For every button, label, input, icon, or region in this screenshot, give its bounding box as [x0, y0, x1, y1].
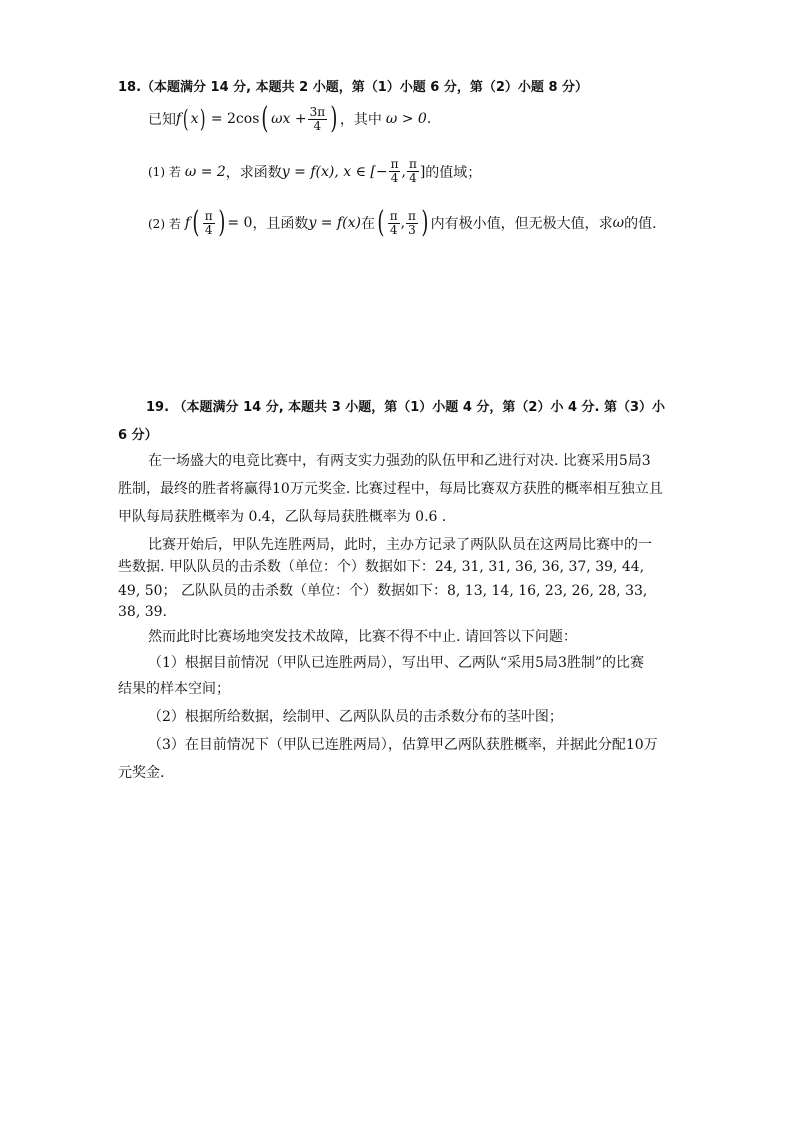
q18-p2-frac-num: π [204, 208, 213, 223]
q18-paren-close: ) [200, 105, 206, 133]
q18-p1-frac-a-den: 4 [390, 171, 399, 185]
q18-x: x [190, 111, 199, 127]
q18-p2-eq: = 0 [227, 215, 253, 231]
q18-p1-comma: , [401, 163, 406, 180]
q18-period: . [426, 111, 432, 127]
q18-p2-interval-close: ) [421, 205, 429, 240]
q19-sub3-a: （3）在目前情况下（甲队已连胜两局），估算甲乙两队获胜概率，并据此分配10万 [148, 737, 658, 753]
q18-p2-label: (2) 若 [148, 216, 181, 231]
q18-heading: 18.（本题满分 14 分, 本题共 2 小题，第（1）小题 6 分，第（2）小题 8 分） [118, 80, 589, 95]
q18-p1-end: 的值域； [425, 164, 482, 181]
q18-frac [308, 106, 328, 133]
q18-p1-cond: ω = 2 [184, 163, 226, 180]
q18-paren-open: ( [183, 105, 189, 133]
q19-sub1-b: 结果的样本空间； [118, 681, 230, 697]
q18-given-line [148, 101, 432, 136]
q18-p2-f: f [184, 215, 191, 231]
q18-p2-omega: ω [612, 215, 625, 231]
q18-bigparen-close: ) [330, 101, 338, 136]
q18-part1 [148, 158, 481, 185]
q18-p2-text: ，且函数 [252, 216, 309, 232]
q19-p2-c: 49, 50； 乙队队员的击杀数（单位：个）数据如下：8, 13, 14, 16, 23, 26, 28, 33, [118, 583, 648, 599]
q19-p2-b: 些数据. 甲队队员的击杀数（单位：个）数据如下：24, 31, 31, 36, 36, 37, 39, 44, [118, 559, 645, 575]
q19-p2-d: 38, 39. [118, 604, 167, 620]
q19-sub2: （2）根据所给数据，绘制甲、乙两队队员的击杀数分布的茎叶图； [148, 709, 563, 725]
q18-p2-frac-b-den: 3 [408, 222, 416, 237]
q18-p1-frac-b-den: 4 [409, 171, 417, 185]
q18-frac-den: 4 [313, 118, 322, 133]
q18-p1-frac-b [407, 158, 419, 185]
q19-p1-a: 在一场盛大的电竞比赛中，有两支实力强劲的队伍甲和乙进行对决. 比赛采用5局3 [148, 453, 651, 469]
q18-frac-num: 3π [309, 104, 326, 119]
q18-p2-paren-close: ) [217, 205, 225, 240]
q18-p1-frac-b-num: π [408, 157, 417, 171]
q18-p1-y: y = f(x), x ∈ [− [281, 163, 388, 180]
q18-p2-frac-a-num: π [389, 208, 398, 223]
q18-p2-paren-open: ( [192, 205, 200, 240]
q18-p2-interval-open: ( [377, 205, 385, 240]
q19-p1-b: 胜制，最终的胜者将赢得10万元奖金. 比赛过程中，每局比赛双方获胜的概率相互独立且 [118, 481, 663, 497]
q19-sub1-a: （1）根据目前情况（甲队已连胜两局），写出甲、乙两队“采用5局3胜制”的比赛 [148, 655, 645, 671]
q18-p2-comma: , [400, 215, 406, 231]
q18-cond: ω > 0 [385, 111, 427, 127]
q19-p2-a: 比赛开始后，甲队先连胜两局，此时，主办方记录了两队队员在这两局比赛中的一 [148, 537, 652, 553]
q18-p2-frac-a [388, 210, 400, 237]
q18-p1-frac-a-num: π [390, 157, 399, 171]
q18-given-prefix: 已知 [148, 112, 176, 128]
q18-p2-zai: 在 [360, 216, 375, 232]
q18-p2-frac-b [406, 210, 418, 237]
q18-bigparen-open: ( [261, 101, 269, 136]
q18-p1-label: (1) 若 [148, 165, 181, 179]
q19-p3: 然而此时比赛场地突发技术故障，比赛不得不中止. 请回答以下问题： [148, 629, 577, 645]
q18-p2-frac-b-num: π [408, 208, 416, 223]
q18-p2-y: y = f(x) [308, 215, 361, 231]
q19-sub3-b: 元奖金. [118, 765, 165, 781]
q19-p1-c: 甲队每局获胜概率为 0.4，乙队每局获胜概率为 0.6 . [118, 509, 447, 525]
q18-p1-close: ] [419, 163, 426, 180]
q18-p2-frac [203, 210, 215, 237]
q18-omega-x: ωx + [271, 111, 307, 127]
q18-p1-text: ，求函数 [225, 164, 282, 181]
q18-eq-cos: = 2cos [210, 111, 260, 127]
q19-heading-cont: 6 分） [118, 428, 158, 443]
q18-f: f [176, 111, 182, 127]
q18-p2-frac-a-den: 4 [389, 222, 398, 237]
q18-p2-end: 内有极小值，但无极大值，求 [430, 216, 613, 232]
q18-given-suffix: ，其中 [339, 112, 382, 128]
q18-p1-frac-a [389, 158, 401, 185]
q18-p2-tail: 的值. [624, 216, 657, 232]
q19-heading: 19. （本题满分 14 分, 本题共 3 小题，第（1）小题 4 分，第（2）小 4 分. 第（3）小 [146, 400, 666, 415]
q18-part2 [148, 205, 657, 240]
q18-p2-frac-den: 4 [204, 222, 213, 237]
